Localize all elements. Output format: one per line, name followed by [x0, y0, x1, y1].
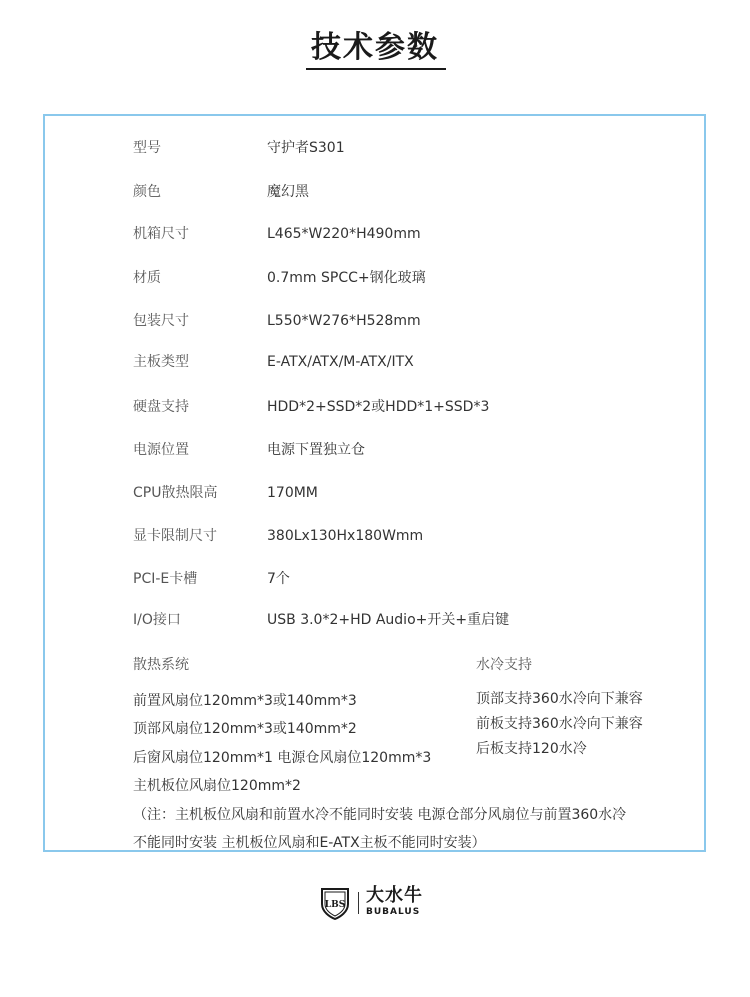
cooling-line: 顶部风扇位120mm*3或140mm*2	[133, 721, 357, 737]
spec-label: 硬盘支持	[133, 399, 189, 415]
spec-label: CPU散热限高	[133, 485, 218, 501]
spec-label: PCI-E卡槽	[133, 571, 198, 587]
spec-label: 机箱尺寸	[133, 226, 189, 242]
spec-label: 主板类型	[133, 354, 189, 370]
water-cooling-line: 前板支持360水冷向下兼容	[476, 716, 643, 732]
brand-name-en: BUBALUS	[366, 907, 421, 917]
spec-value: E-ATX/ATX/M-ATX/ITX	[267, 354, 414, 370]
shield-icon	[318, 886, 352, 920]
spec-value: 电源下置独立仓	[267, 442, 365, 458]
cooling-line: 前置风扇位120mm*3或140mm*3	[133, 693, 357, 709]
logo-divider	[358, 892, 359, 914]
spec-label: 电源位置	[133, 442, 189, 458]
spec-value: 170MM	[267, 485, 318, 501]
page-title: 技术参数	[311, 30, 439, 65]
spec-value: L550*W276*H528mm	[267, 313, 421, 329]
spec-value: 守护者S301	[267, 140, 345, 156]
water-cooling-line: 后板支持120水冷	[476, 741, 587, 757]
spec-value: 380Lx130Hx180Wmm	[267, 528, 424, 544]
title-underline	[306, 68, 446, 70]
note-line: 不能同时安装 主机板位风扇和E-ATX主板不能同时安装）	[133, 835, 486, 851]
spec-label: 包装尺寸	[133, 313, 189, 329]
spec-value: HDD*2+SSD*2或HDD*1+SSD*3	[267, 399, 490, 415]
spec-value: 7个	[267, 571, 290, 587]
brand-name-cn: 大水牛	[366, 885, 423, 906]
water-cooling-line: 顶部支持360水冷向下兼容	[476, 691, 643, 707]
cooling-title: 散热系统	[133, 657, 189, 673]
spec-label: 材质	[133, 270, 161, 286]
spec-value: 魔幻黑	[267, 184, 309, 200]
water-cooling-title: 水冷支持	[476, 657, 532, 673]
spec-label: 型号	[133, 140, 161, 156]
note-line: （注：主机板位风扇和前置水冷不能同时安装 电源仓部分风扇位与前置360水冷	[133, 807, 627, 823]
spec-label: 显卡限制尺寸	[133, 528, 217, 544]
spec-value: L465*W220*H490mm	[267, 226, 421, 242]
cooling-line: 后窗风扇位120mm*1 电源仓风扇位120mm*3	[133, 750, 432, 766]
spec-value: USB 3.0*2+HD Audio+开关+重启键	[267, 612, 510, 628]
spec-label: 颜色	[133, 184, 161, 200]
spec-value: 0.7mm SPCC+钢化玻璃	[267, 270, 426, 286]
logo-monogram: LBS	[324, 900, 346, 910]
spec-label: I/O接口	[133, 612, 181, 628]
cooling-line: 主机板位风扇位120mm*2	[133, 778, 301, 794]
